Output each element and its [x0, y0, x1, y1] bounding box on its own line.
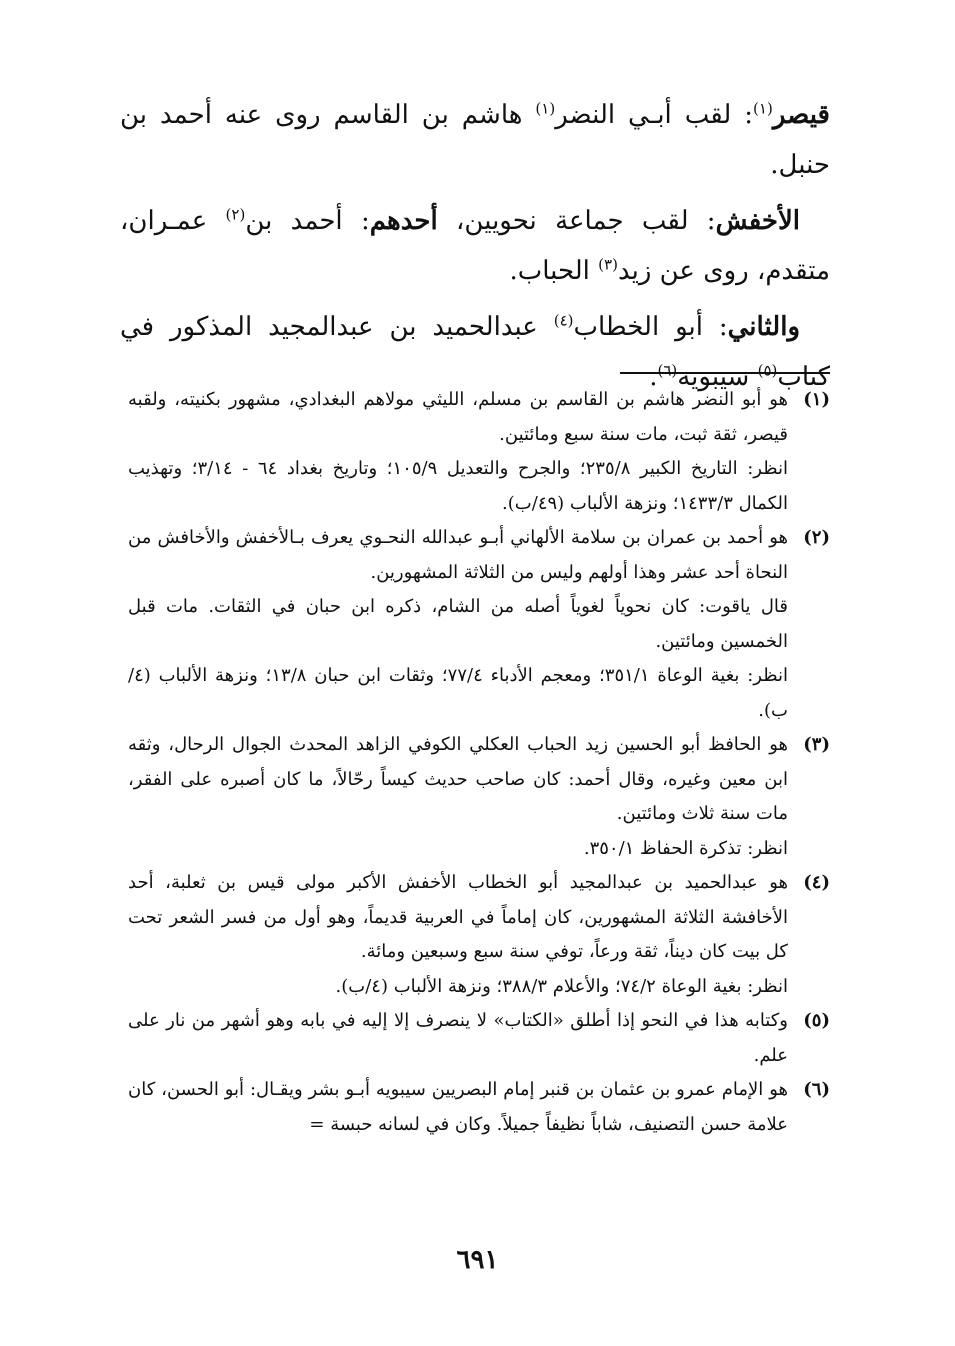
paragraph-text: : لقب جماعة نحويين،: [437, 206, 716, 236]
paragraph-text: : أبو الخطاب: [573, 312, 728, 342]
paragraph-text: الحباب.: [509, 256, 599, 286]
footnote-ref-1: (١): [753, 99, 773, 118]
footnote-body: [128, 1073, 788, 1142]
term-first: أحدهم: [369, 206, 438, 236]
footnote-ref-4: (٤): [553, 311, 574, 330]
footnote-3: [128, 728, 830, 866]
footnote-2: [128, 521, 830, 728]
paragraph-akhfash: [120, 196, 830, 296]
footnote-ref-5: (٥): [757, 361, 778, 380]
footnote-ref-1: (١): [535, 99, 556, 118]
term-akhfash: الأخفش: [715, 206, 801, 236]
footnote-line: هو أبو النضر هاشم بن القاسم بن مسلم، الليثي مولاهم البغدادي، مشهور بكنيته، ولقبه قيصر، ثقة ثبت، مات سنة سبع ومائتين.: [128, 389, 788, 445]
footnote-number: (٤): [803, 872, 830, 893]
paragraph-text: سيبويه: [677, 362, 758, 392]
footnote-number: (٦): [803, 1079, 830, 1100]
footnote-ref-3: (٣): [598, 255, 618, 274]
footnote-line: هو الإمام عمرو بن عثمان بن قنبر إمام البصريين سيبويه أبـو بشر ويقـال: أبو الحسن، كان علامة حسن التصنيف، شاباً نظيفاً جميلاً. وكان في لسانه حبسة =: [128, 1079, 788, 1135]
footnote-6: [128, 1073, 830, 1142]
footnote-line: هو الحافظ أبو الحسين زيد الحباب العكلي الكوفي الزاهد المحدث الجوال الرحال، وثقه ابن معين وغيره، وقال أحمد: كان صاحب حديث كيساً رحّالاً، ما كان أصبره على الفقر، مات سنة ثلاث ومائتين.: [128, 734, 788, 824]
footnote-line: وكتابه هذا في النحو إذا أطلق «الكتاب» لا ينصرف إلا إليه في بابه وهو أشهر من نار على علم.: [128, 1010, 788, 1066]
footnote-line: انظر: التاريخ الكبير ٢٣٥/٨؛ والجرح والتعديل ١٠٥/٩؛ وتاريخ بغداد ٦٤ - ٣/١٤؛ وتهذيب الكمال ١٤٣٣/٣؛ ونزهة الألباب (٤٩/ب).: [128, 458, 788, 514]
footnote-body: [128, 521, 788, 728]
footnote-number: (٥): [803, 1010, 830, 1031]
paragraph-text: .: [649, 362, 658, 392]
footnote-number: (١): [803, 389, 830, 410]
footnote-ref-2: (٢): [225, 205, 246, 224]
footnote-line: انظر: بغية الوعاة ٣٥١/١؛ ومعجم الأدباء ٧٧/٤؛ وثقات ابن حبان ١٣/٨؛ ونزهة الألباب (٤/ب).: [128, 665, 788, 721]
paragraph-text: : أحمد بن: [245, 206, 370, 236]
footnote-number: (٢): [803, 527, 830, 548]
footnote-line: هو أحمد بن عمران بن سلامة الألهاني أبـو عبدالله النحـوي يعرف بـالأخفش والأخافش من النحاة أحد عشر وهذا أولهم وليس من الثلاثة المشهورين.: [128, 527, 788, 583]
paragraph-qaysar: [120, 90, 830, 190]
footnote-line: قال ياقوت: كان نحوياً لغوياً أصله من الشام، ذكره ابن حبان في الثقات. مات قبل الخمسين ومائتين.: [128, 596, 788, 652]
footnotes: [128, 383, 830, 1142]
footnote-body: [128, 1004, 788, 1073]
term-second: والثاني: [727, 312, 801, 342]
footnote-body: [128, 866, 788, 1004]
footnote-body: [128, 728, 788, 866]
footnote-number: (٣): [803, 734, 830, 755]
footnote-line: هو عبدالحميد بن عبدالمجيد أبو الخطاب الأخفش الأكبر مولى قيس بن ثعلبة، أحد الأخافشة الثلاثة المشهورين، كان إماماً في العربية قديماً، وهو أول من فسر الشعر تحت كل بيت كان ديناً، ثقة ورعاً، توفي سنة سبع وسبعين ومائة.: [128, 872, 788, 962]
paragraph-text: هاشم بن القاسم روى عنه أحمد بن حنبل.: [120, 100, 830, 180]
footnote-line: انظر: تذكرة الحفاظ ٣٥٠/١.: [583, 837, 788, 859]
footnote-1: [128, 383, 830, 521]
footnote-separator: [620, 372, 830, 374]
footnote-5: [128, 1004, 830, 1073]
footnote-ref-6: (٦): [657, 361, 678, 380]
footnote-body: [128, 383, 788, 521]
footnote-line: انظر: بغية الوعاة ٧٤/٢؛ والأعلام ٣٨٨/٣؛ ونزهة الألباب (٤/ب).: [335, 975, 788, 997]
term-qaysar: قيصر: [772, 100, 830, 130]
paragraph-text: : لقب أبـي النضر: [555, 100, 754, 130]
paragraph-text: عمـران، متقدم، روى عن زيد: [120, 206, 830, 286]
paragraph-text: عبدالحميد بن عبدالمجيد المذكور في كتاب: [120, 312, 830, 392]
main-text: [120, 90, 830, 408]
footnote-4: [128, 866, 830, 1004]
page-number: ٦٩١: [456, 1245, 499, 1275]
